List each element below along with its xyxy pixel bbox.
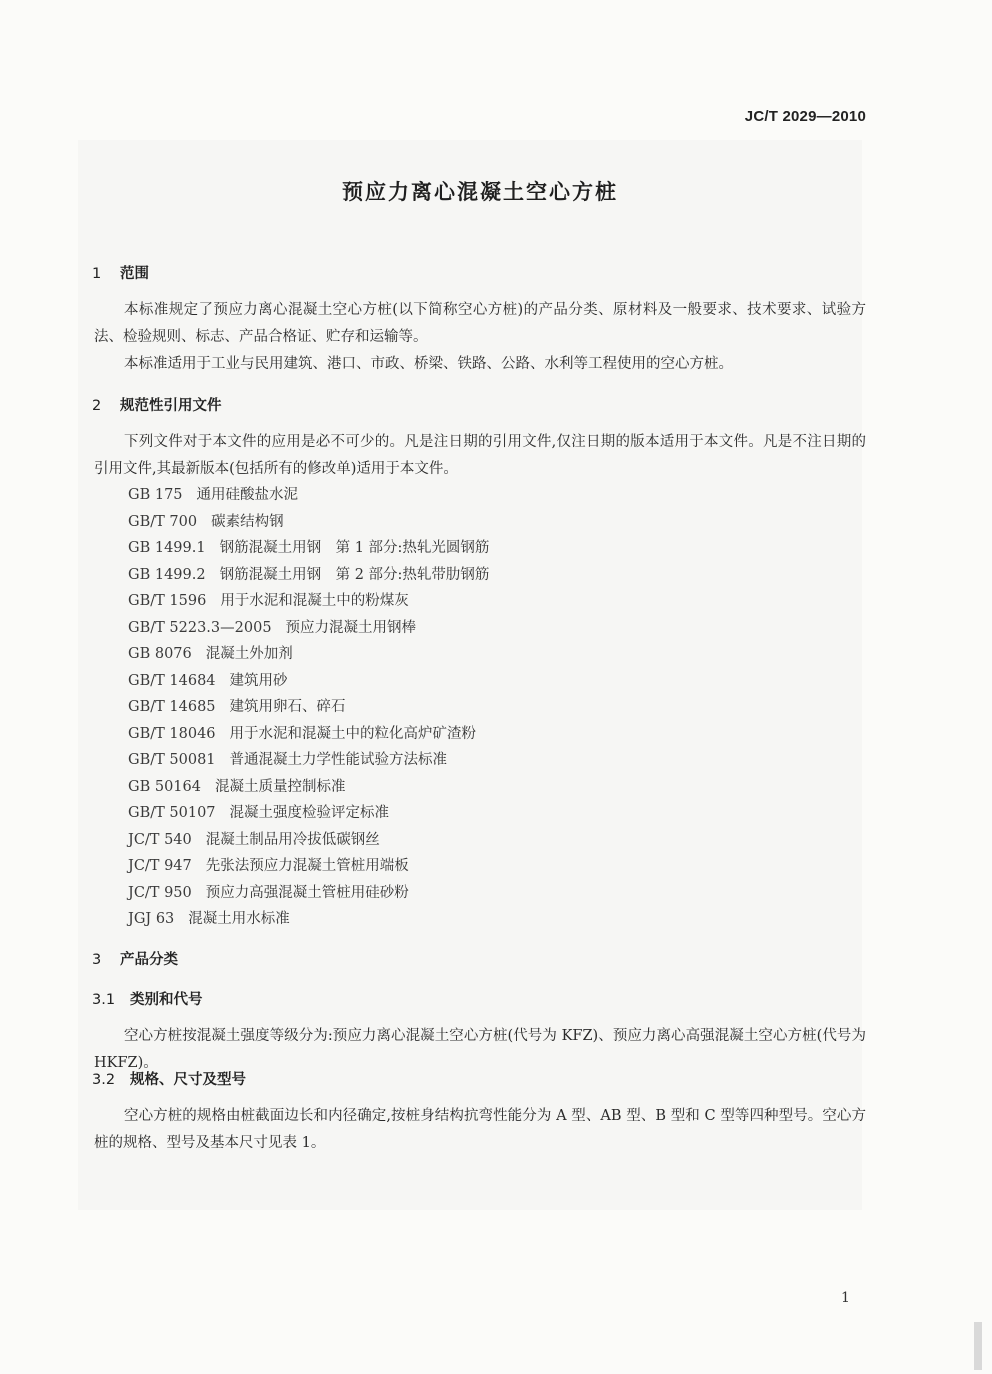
reference-item [128, 721, 489, 748]
paragraph: 空心方桩按混凝土强度等级分为:预应力离心混凝土空心方桩(代号为 KFZ)、预应力离心高强混凝土空心方桩(代号为 HKFZ)。 [94, 1027, 866, 1071]
reference-title: 预应力混凝土用钢棒 [285, 619, 417, 636]
reference-code: GB 8076 [128, 646, 192, 662]
reference-item [128, 615, 489, 642]
reference-title: 预应力高强混凝土管桩用硅砂粉 [205, 884, 409, 901]
reference-item [128, 641, 489, 668]
reference-code: GB 175 [128, 487, 183, 503]
reference-code: GB/T 14684 [128, 672, 216, 689]
reference-title: 钢筋混凝土用钢 第 1 部分:热轧光圆钢筋 [219, 540, 490, 556]
section-title: 产品分类 [120, 952, 178, 968]
section-1-heading [92, 262, 149, 283]
scan-edge-mark [974, 1322, 982, 1370]
paragraph: 本标准适用于工业与民用建筑、港口、市政、桥梁、铁路、公路、水利等工程使用的空心方桩。 [124, 355, 733, 372]
reference-list [128, 482, 489, 933]
reference-code: GB 50164 [128, 778, 201, 795]
section-3-heading [92, 948, 178, 969]
reference-code: GB/T 5223.3—2005 [128, 619, 272, 636]
subsection-title: 类别和代号 [130, 992, 203, 1008]
reference-code: GB/T 50107 [128, 805, 216, 821]
subsection-number: 3.2 [92, 1072, 116, 1088]
reference-item [128, 853, 489, 880]
document-title: 预应力离心混凝土空心方桩 [342, 180, 618, 204]
subsection-3-2-heading [92, 1068, 246, 1089]
reference-title: 钢筋混凝土用钢 第 2 部分:热轧带肋钢筋 [219, 566, 490, 583]
reference-code: GB 1499.2 [128, 566, 206, 583]
reference-title: 混凝土用水标准 [188, 911, 290, 927]
reference-item [128, 880, 489, 907]
reference-code: JC/T 947 [128, 858, 192, 874]
reference-item [128, 747, 489, 774]
subsection-number: 3.1 [92, 992, 116, 1008]
section-title: 范围 [120, 266, 149, 282]
section-number: 2 [92, 398, 102, 414]
reference-title: 通用硅酸盐水泥 [196, 487, 299, 503]
paragraph: 空心方桩的规格由桩截面边长和内径确定,按桩身结构抗弯性能分为 A 型、AB 型、B 型和 C 型等四种型号。空心方桩的规格、型号及基本尺寸见表 1。 [94, 1107, 866, 1151]
page-number: 1 [841, 1290, 850, 1306]
reference-item [128, 509, 489, 536]
reference-code: JGJ 63 [128, 911, 175, 927]
subsection-title: 规格、尺寸及型号 [130, 1072, 246, 1088]
reference-item [128, 827, 489, 854]
reference-item [128, 906, 489, 933]
reference-code: JC/T 950 [128, 884, 192, 901]
reference-item [128, 588, 489, 615]
reference-title: 建筑用卵石、碎石 [229, 699, 346, 715]
reference-item [128, 774, 489, 801]
reference-item [128, 800, 489, 827]
reference-item [128, 482, 489, 509]
reference-item [128, 668, 489, 695]
reference-code: GB/T 18046 [128, 725, 216, 742]
reference-code: GB 1499.1 [128, 540, 206, 556]
section-number: 3 [92, 952, 102, 968]
reference-code: GB/T 1596 [128, 593, 207, 609]
paragraph: 本标准规定了预应力离心混凝土空心方桩(以下简称空心方桩)的产品分类、原材料及一般要求、技术要求、试验方法、检验规则、标志、产品合格证、贮存和运输等。 [94, 301, 866, 345]
reference-title: 混凝土制品用冷拔低碳钢丝 [205, 831, 380, 848]
reference-title: 混凝土外加剂 [205, 646, 293, 662]
standard-code: JC/T 2029—2010 [744, 108, 866, 125]
reference-title: 建筑用砂 [229, 672, 288, 689]
section-2-heading [92, 394, 222, 415]
reference-code: JC/T 540 [128, 831, 192, 848]
reference-title: 混凝土质量控制标准 [214, 778, 346, 795]
reference-item [128, 535, 489, 562]
reference-code: GB/T 50081 [128, 752, 216, 768]
subsection-3-1-heading [92, 988, 203, 1009]
reference-item [128, 694, 489, 721]
reference-title: 用于水泥和混凝土中的粒化高炉矿渣粉 [229, 725, 477, 742]
paragraph: 下列文件对于本文件的应用是必不可少的。凡是注日期的引用文件,仅注日期的版本适用于本文件。凡是不注日期的引用文件,其最新版本(包括所有的修改单)适用于本文件。 [94, 433, 866, 477]
reference-title: 混凝土强度检验评定标准 [229, 805, 390, 821]
reference-code: GB/T 700 [128, 513, 198, 530]
reference-title: 先张法预应力混凝土管桩用端板 [205, 858, 409, 874]
reference-item [128, 562, 489, 589]
section-title: 规范性引用文件 [120, 398, 222, 414]
reference-title: 碳素结构钢 [211, 513, 284, 530]
section-number: 1 [92, 266, 102, 282]
reference-title: 用于水泥和混凝土中的粉煤灰 [220, 593, 409, 609]
reference-code: GB/T 14685 [128, 699, 216, 715]
reference-title: 普通混凝土力学性能试验方法标准 [229, 752, 448, 768]
